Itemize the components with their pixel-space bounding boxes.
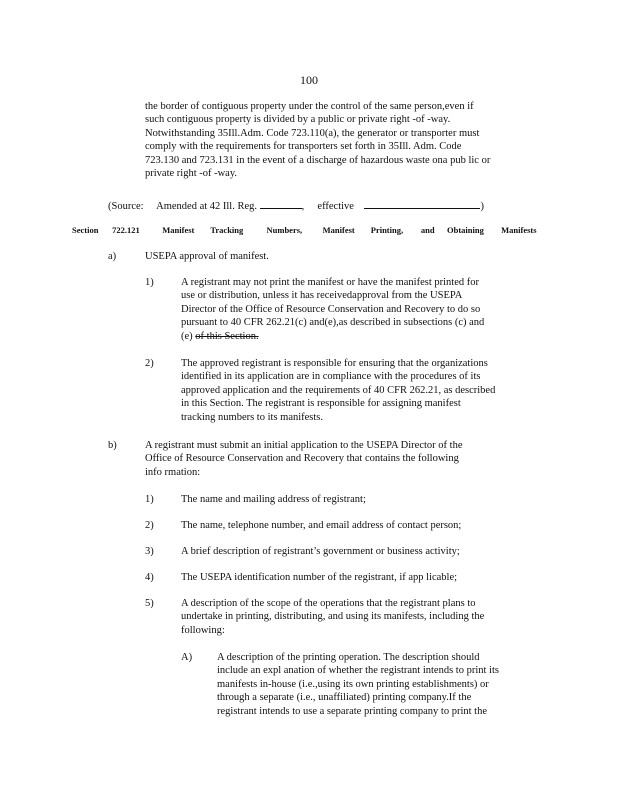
text-line: tracking numbers to its manifests. — [181, 411, 324, 423]
text-line: pursuant to 40 CFR 262.21(c) and(e),as described in subsections (c) and — [181, 317, 485, 329]
heading-word: Printing, — [370, 225, 404, 235]
item-b4-text: The USEPA identification number of the registrant, if app licable; — [181, 572, 458, 583]
text-line: in this Section. The registrant is responsible for assigning manifest — [181, 398, 461, 410]
item-a-text: USEPA approval of manifest. — [145, 251, 269, 262]
text-line: A description of the scope of the operations that the registrant plans to — [181, 598, 476, 609]
text-line: following: — [181, 624, 225, 636]
item-a2-text — [181, 357, 536, 424]
source-note — [108, 198, 548, 213]
section-heading — [72, 224, 537, 237]
text-line: Office of Resource Conservation and Recovery that contains the following — [145, 453, 459, 465]
item-b1-label: 1) — [145, 494, 154, 505]
text-line: A registrant must submit an initial application to the USEPA Director of the — [145, 440, 463, 451]
item-a1-text — [181, 276, 536, 343]
text-line: The approved registrant is responsible for ensuring that the organizations — [181, 358, 488, 369]
source-comma: , — [301, 201, 305, 212]
plain-text: (e) — [181, 330, 193, 342]
item-b2-label: 2) — [145, 520, 154, 531]
heading-word: and — [420, 225, 435, 235]
text-line: Notwithstanding 35Ill.Adm. Code 723.110(a), the generator or transporter must — [145, 127, 480, 139]
text-line: manifests in-house (i.e.,using its own printing establishments) or — [217, 678, 489, 690]
heading-word: Manifests — [501, 225, 537, 235]
text-line: private right -of -way. — [145, 168, 238, 180]
heading-word: Manifest — [322, 225, 355, 235]
item-b3-label: 3) — [145, 546, 154, 557]
item-b5a-text — [217, 651, 542, 718]
intro-paragraph — [145, 100, 541, 180]
reg-blank — [260, 198, 302, 209]
item-b3-text: A brief description of registrant’s government or business activity; — [181, 546, 460, 557]
page-number: 100 — [300, 73, 318, 87]
item-a-label: a) — [108, 251, 117, 262]
text-line: such contiguous property is divided by a public or private right -of -way. — [145, 114, 451, 126]
source-suffix: ) — [480, 201, 484, 212]
struck-text: of this Section. — [195, 330, 259, 342]
text-line: use or distribution, unless it has receivedapproval from the USEPA — [181, 290, 463, 302]
heading-word: Manifest — [162, 225, 195, 235]
text-line: include an expl anation of whether the registrant intends to print its — [217, 665, 499, 677]
text-line: registrant intends to use a separate printing company to print the — [217, 705, 488, 717]
effective-blank — [364, 198, 480, 209]
source-text: Amended at 42 Ill. Reg. — [156, 201, 258, 212]
item-b-label: b) — [108, 440, 117, 451]
text-line: identified in its application are in compliance with the procedures of its — [181, 371, 481, 383]
text-line: through a separate (i.e., unaffiliated) printing company.If the — [217, 692, 472, 704]
item-b-text — [145, 439, 525, 479]
heading-word: Obtaining — [447, 225, 484, 235]
text-line: info rmation: — [145, 466, 201, 478]
section-word: Section — [72, 225, 99, 235]
text-line: Director of the Office of Resource Conservation and Recovery to do so — [181, 303, 481, 315]
text-line: comply with the requirements for transporters set forth in 35Ill. Adm. Code — [145, 141, 462, 153]
heading-word: Tracking — [210, 225, 244, 235]
item-b5a-label: A) — [181, 652, 193, 663]
text-line — [181, 330, 536, 343]
item-b2-text: The name, telephone number, and email address of contact person; — [181, 520, 462, 531]
text-line: A description of the printing operation. The description should — [217, 652, 480, 663]
text-line: the border of contiguous property under the control of the same person,even if — [145, 101, 474, 112]
text-line: A registrant may not print the manifest or have the manifest printed for — [181, 277, 479, 288]
item-a2-label: 2) — [145, 358, 154, 369]
item-b5-text — [181, 597, 536, 637]
source-prefix: (Source: — [108, 201, 144, 212]
item-b5-label: 5) — [145, 598, 154, 609]
text-line: approved application and the requirements of 40 CFR 262.21, as described — [181, 384, 496, 396]
item-a1-label: 1) — [145, 277, 154, 288]
heading-word: Numbers, — [266, 225, 303, 235]
source-effective: effective — [317, 201, 354, 212]
item-b4-label: 4) — [145, 572, 154, 583]
text-line: 723.130 and 723.131 in the event of a discharge of hazardous waste ona pub lic or — [145, 154, 491, 166]
section-number: 722.121 — [112, 225, 140, 235]
item-b1-text: The name and mailing address of registrant; — [181, 494, 366, 505]
text-line: undertake in printing, distributing, and using its manifests, including the — [181, 611, 485, 623]
